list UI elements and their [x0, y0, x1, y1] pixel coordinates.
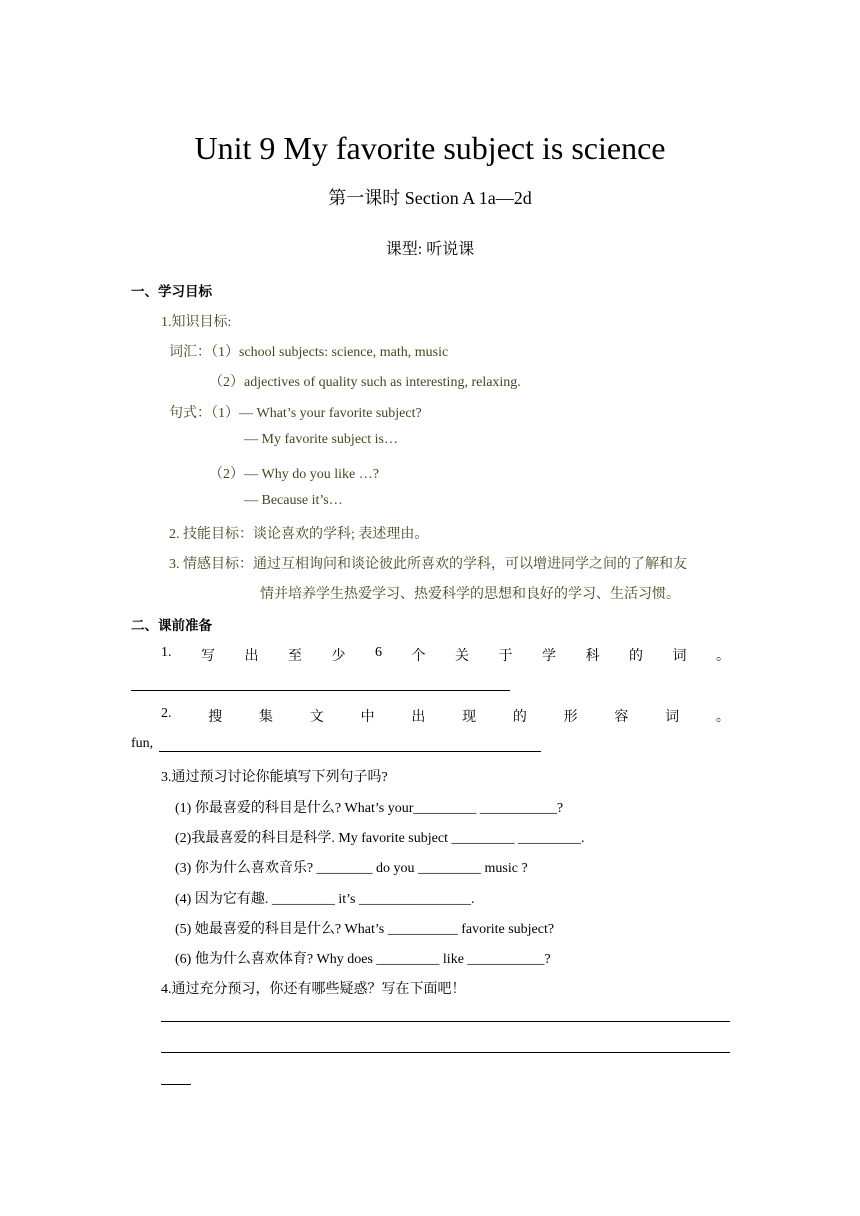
q1-part: 科 — [585, 649, 600, 664]
question-2 — [161, 706, 730, 726]
section-heading-goals: 一、学习目标 — [131, 284, 212, 300]
q1-part: 的 — [629, 649, 643, 664]
lesson-type: 课型: 听说课 — [385, 241, 475, 258]
q2-part: 的 — [512, 710, 527, 725]
q2-part: 中 — [360, 710, 375, 725]
section-heading-preparation: 二、课前准备 — [131, 618, 212, 634]
document-title: Unit 9 My favorite subject is science — [194, 130, 666, 166]
q1-part: 学 — [542, 649, 556, 664]
answer-line-q4-2[interactable] — [161, 1052, 730, 1053]
emotion-goals-line-2: 情并培养学生热爱学习、热爱科学的思想和良好的学习、生活习惯。 — [260, 587, 680, 602]
q1-part: 于 — [498, 649, 513, 664]
skill-goals: 2. 技能目标：谈论喜欢的学科; 表述理由。 — [169, 527, 429, 542]
question-1 — [161, 645, 730, 665]
q1-part: 出 — [244, 649, 259, 664]
question-3-label: 3.通过预习讨论你能填写下列句子吗? — [161, 770, 388, 785]
q3-item-5[interactable]: (5) 她最喜爱的科目是什么? What’s __________ favorite subject? — [175, 922, 555, 937]
q3-item-6[interactable]: (6) 他为什么喜欢体育? Why does _________ like ___________? — [175, 952, 551, 967]
question-4-label: 4.通过充分预习，你还有哪些疑惑？写在下面吧！ — [161, 982, 466, 997]
q3-item-1[interactable]: (1) 你最喜爱的科目是什么? What’s your_________ ___________? — [175, 801, 564, 816]
sentence-pattern-1: 句式：（1）— What’s your favorite subject? — [169, 406, 422, 421]
q1-part: 。 — [716, 649, 730, 664]
q3-item-2[interactable]: (2)我最喜爱的科目是科学. My favorite subject _________ _________. — [175, 831, 585, 846]
q2-part: 集 — [259, 710, 274, 725]
knowledge-goals-label: 1.知识目标: — [161, 315, 232, 330]
q2-part: 出 — [411, 710, 426, 725]
q2-part: 2. — [161, 706, 172, 721]
q2-part: 容 — [614, 710, 629, 725]
vocab-item-2: （2）adjectives of quality such as interesting, relaxing. — [209, 375, 521, 390]
answer-line-q4-1[interactable] — [161, 1021, 730, 1022]
q2-part: 词 — [665, 710, 680, 725]
q2-part: 搜 — [208, 710, 223, 725]
vocab-item-1: 词汇：（1）school subjects: science, math, music — [169, 345, 449, 360]
answer-line-q4-3[interactable] — [161, 1084, 191, 1085]
q1-part: 至 — [288, 649, 302, 664]
q1-part: 少 — [331, 649, 346, 664]
sentence-pattern-2-answer: — Because it’s… — [244, 493, 343, 508]
q1-part: 个 — [411, 649, 426, 664]
lesson-subtitle: 第一课时 Section A 1a—2d — [328, 188, 532, 208]
sentence-pattern-1-answer: — My favorite subject is… — [244, 432, 398, 447]
answer-line-q2[interactable] — [159, 751, 541, 752]
q2-part: 。 — [715, 710, 730, 725]
q1-part: 1. — [161, 645, 172, 660]
q2-part: 形 — [563, 710, 578, 725]
q2-part: 现 — [462, 710, 477, 725]
q1-part: 关 — [455, 649, 469, 664]
q2-answer-start: fun, — [131, 736, 154, 751]
q3-item-4[interactable]: (4) 因为它有趣. _________ it’s ________________. — [175, 892, 475, 907]
answer-line-q1[interactable] — [131, 690, 510, 691]
emotion-goals-line-1: 3. 情感目标：通过互相询问和谈论彼此所喜欢的学科，可以增进同学之间的了解和友 — [169, 557, 687, 572]
q1-part: 写 — [201, 649, 215, 664]
q3-item-3[interactable]: (3) 你为什么喜欢音乐? ________ do you _________ music ? — [175, 861, 528, 876]
q1-part: 6 — [375, 645, 382, 660]
q2-part: 文 — [309, 710, 324, 725]
q1-part: 词 — [672, 649, 687, 664]
sentence-pattern-2: （2）— Why do you like …? — [209, 467, 379, 482]
